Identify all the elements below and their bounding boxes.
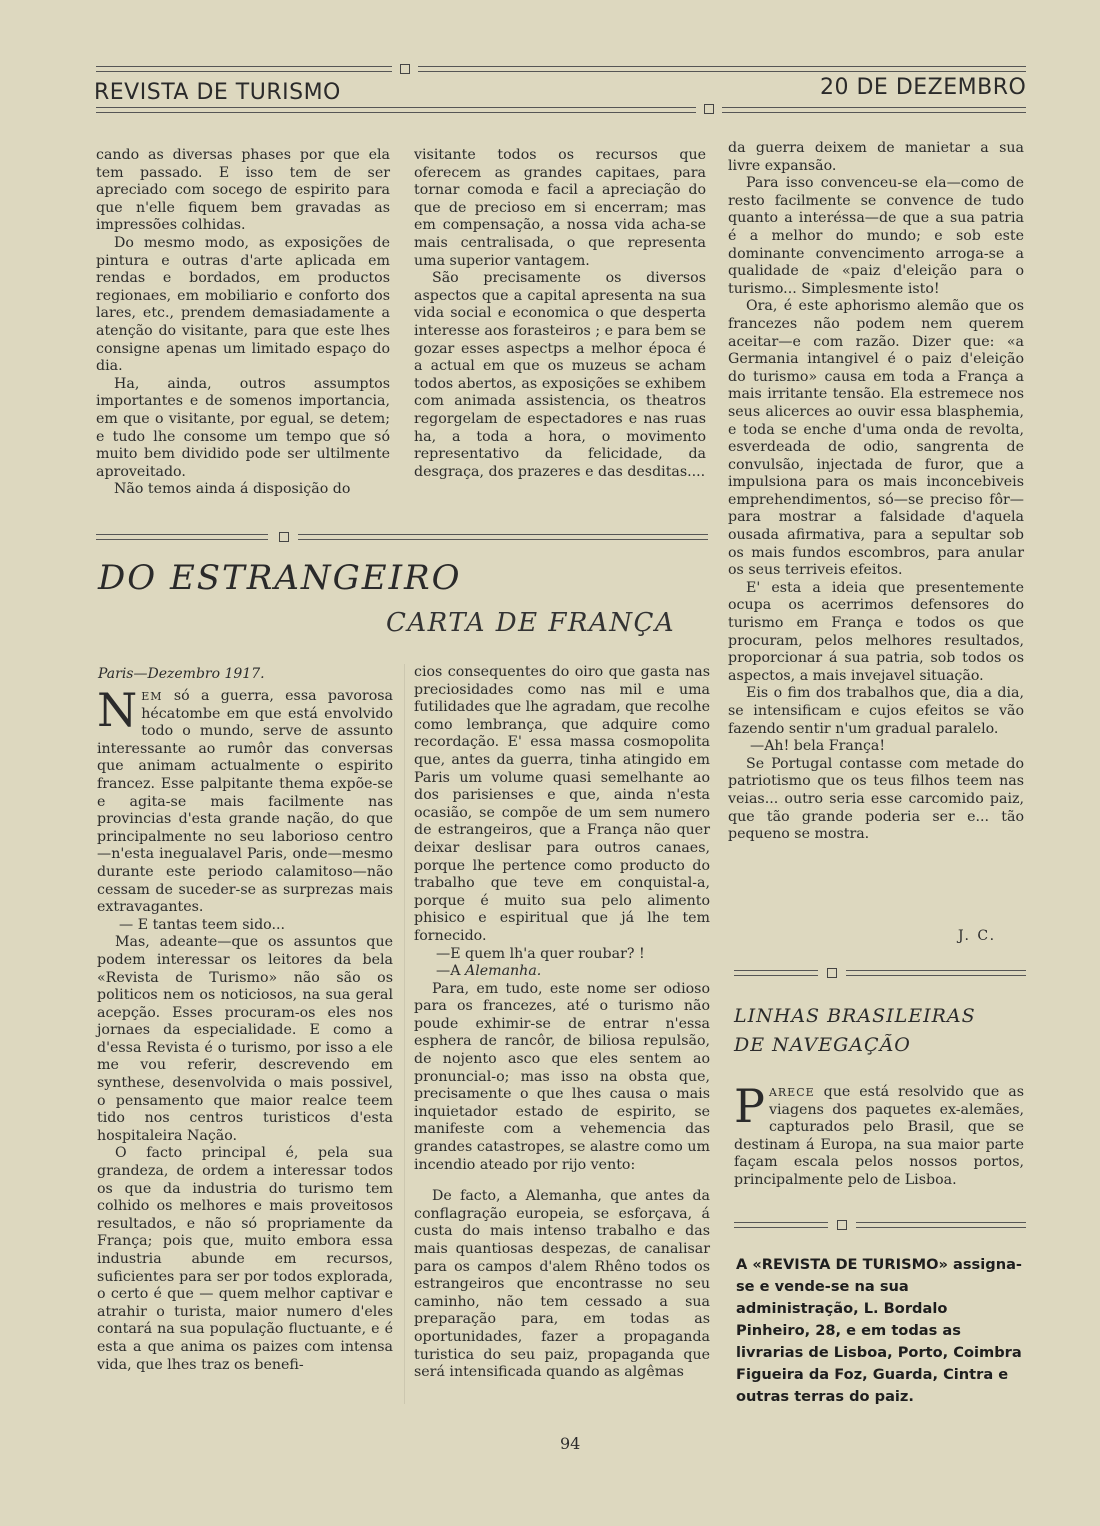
section-rule (856, 1222, 1026, 1228)
linhas-body: que está resolvido que as viagens dos paquetes ex-alemães, capturados pelo Brasil, que se destinam á Europa, na sua maior parte façam escala pelos nossos portos, principalmente pelo de Lisboa. (734, 1084, 1024, 1188)
paragraph: — E tantas teem sido... (119, 916, 285, 933)
article-title: DO ESTRANGEIRO (98, 558, 462, 598)
article-subtitle: CARTA DE FRANÇA (386, 608, 676, 638)
linhas-title-line-2: DE NAVEGAÇÃO (734, 1034, 911, 1056)
page-number: 94 (560, 1434, 581, 1453)
linhas-title-line-1: LINHAS BRASILEIRAS (734, 1005, 976, 1027)
section-rule (298, 534, 708, 540)
drop-cap: N (97, 683, 138, 737)
paragraph: cando as diversas phases por que ela tem passado. E isso tem de ser apreciado com socego de espirito para que n'elle fiquem bem gravadas as impressões colhidas. (96, 147, 390, 234)
paragraph: Ha, ainda, outros assumptos importantes e de somenos importancia, em que o visitante, por egual, se detem; e tudo lhe consome um tempo que só muito bem dividido pode ser ultilmente aproveitado. (96, 375, 390, 480)
drop-cap: P (734, 1079, 765, 1133)
dialog-italic: Alemanha. (464, 963, 542, 980)
column-divider (404, 664, 405, 1404)
lead-word: ARECE (768, 1086, 815, 1099)
lead-text: só a guerra, essa pavorosa hécatombe em que está envolvido todo o mundo, serve de assunto interessante ao rumôr das conversas que animam actualmente o espirito francez. Esse palpitante thema expõe-se e agita-se mais facilmente nas provincias d'esta grande nação, do que principalmente no seu laborioso centro—n'esta inegualavel Paris, onde—mesmo durante este periodo calamitoso—não cessam de suceder-se as surprezas mais extravagantes. (97, 688, 394, 916)
paragraph: E' esta a ideia que presentemente ocupa os acerrimos defensores do turismo em França e todos os que procuram, pelos melhores resultados, proporcionar á sua patria, sob todos os aspectos, a mais invejavel situação. (728, 579, 1024, 684)
section-rule (734, 1222, 828, 1228)
section-ornament (279, 532, 289, 542)
paragraph: Mas, adeante—que os assuntos que podem interessar os leitores da bela «Revista de Turismo» não são os politicos nem os noticiosos, na sua geral acepção. Esses procuram-os eles nos jornaes da especialidade. E como a d'essa Revista é o turismo, por isso a ele me vou referir, descrevendo em synthese, desenvolvida o mais possivel, o pensamento que maior realce teem tido nos centros turisticos d'esta hospitaleira Nação. (97, 934, 393, 1144)
section-rule (846, 970, 1026, 976)
paragraph: De facto, a Alemanha, que antes da conflagração europeia, se esforçava, á custa do mais intenso trabalho e das mais quantiosas despezas, de canalisar para os campos d'alem Rhêno todos os estrangeiros que encontrasse no seu caminho, não tem cessado a sua preparação para, em todas as oportunidades, fazer a propaganda turistica do seu paiz, propaganda que será intensificada quando as algêmas (414, 1188, 710, 1381)
top-column-2 (414, 147, 706, 481)
article-column-3 (728, 140, 1024, 844)
article-column-1 (97, 683, 394, 1374)
section-ornament (837, 1220, 847, 1230)
section-rule (96, 534, 268, 540)
dialog-line (414, 963, 710, 981)
header-title: REVISTA DE TURISMO (94, 80, 341, 105)
article-column-2 (414, 664, 710, 1382)
paragraph: Do mesmo modo, as exposições de pintura e outras d'arte aplicada em rendas e bordados, em productos regionaes, em mobiliario e conforto dos lares, etc., prendem demasiadamente a atenção do visitante, para que este lhes consigne apenas um limitado espaço do dia. (96, 234, 390, 375)
header-top-rule (96, 66, 392, 72)
section-rule (734, 970, 818, 976)
paragraph: cios consequentes do oiro que gasta nas preciosidades como nas mil e uma futilidades que lhe agradam, que recolhe como lembrança, que adquire como recordação. E' essa massa cosmopolita que, antes da guerra, tinha atingido em Paris um volume quasi semelhante ao dos parisienses e que, ainda n'esta ocasião, se compõe de um sem numero de estrangeiros, que a França não quer deixar deslisar para outros canaes, porque lhe pertence como producto do trabalho que teve em conquistal-a, porque é muito sua pelo alimento phisico e espiritual que já lhe tem fornecido. (414, 664, 710, 944)
header-bottom-rule (722, 107, 1026, 113)
paragraph: Ora, é este aphorismo alemão que os francezes não podem nem querem aceitar—e com razão. Dizer que: «a Germania intangivel é o paiz d'eleição do turismo» causa em toda a França a mais irritante tensão. Ela estremece nos seus alicerces ao ouvir essa blasphemia, e toda se enche d'uma onda de revolta, esverdeada de odio, sangrenta de convulsão, injectada de furor, que a impulsiona para os mais inconcebiveis emprehendimentos, só—se preciso fôr—para mostrar a falsidade d'aquela ousada afirmativa, para a sepultar sob os mais fundos escombros, para anular os seus terriveis efeitos. (728, 298, 1024, 579)
header-ornament (704, 104, 714, 114)
subscription-notice: A «REVISTA DE TURISMO» assigna-se e vende-se na sua administração, L. Bordalo Pinheiro, 28, e em todas as livrarias de Lisboa, Porto, Coimbra Figueira da Foz, Guarda, Cintra e outras terras do paiz. (736, 1256, 1022, 1405)
dialog-prefix: —A (436, 963, 465, 980)
paragraph: O facto principal é, pela sua grandeza, de ordem a interessar todos os que da industria do turismo tem colhido os melhores e mais proveitosos resultados, e não só propriamente da França; pois que, muito embora essa industria abunde em recursos, suficientes para ser por todos explorada, o certo é que — quem melhor captivar e atrahir o turista, maior numero d'eles contará na sua população fluctuante, e é esta a que anima os paizes com intensa vida, que lhes traz os benefi- (97, 1145, 393, 1373)
header-bottom-rule (96, 107, 696, 113)
header-top-rule (418, 66, 1026, 72)
paragraph: —Ah! bela França! (750, 738, 886, 755)
paragraph: Eis o fim dos trabalhos que, dia a dia, se intensificam e cujos efeitos se vão fazendo sentir n'um gradual paralelo. (728, 685, 1024, 737)
linhas-paragraph (734, 1079, 1024, 1190)
article-dateline: Paris—Dezembro 1917. (98, 666, 265, 682)
header-ornament (400, 64, 410, 74)
section-ornament (827, 968, 837, 978)
paragraph: Para isso convenceu-se ela—como de resto facilmente se convence de tudo quanto a interéssa—de que a sua patria é a melhor do mundo; e sob este dominante convencimento arroga-se a qualidade de «paiz d'eleição para o turismo... Simplesmente isto! (728, 175, 1024, 297)
paragraph: Se Portugal contasse com metade do patriotismo que os teus filhos teem nas veias... outro seria esse carcomido paiz, que tão grande poderia ser e... tão pequeno se mostra. (728, 755, 1024, 843)
paragraph: Não temos ainda á disposição do (114, 481, 351, 498)
header-date: 20 DE DEZEMBRO (820, 75, 1027, 100)
top-column-1 (96, 147, 390, 499)
article-lead-paragraph (97, 683, 394, 917)
paragraph: São precisamente os diversos aspectos que a capital apresenta na sua vida social e economica o que desperta interesse aos forasteiros ; e para bem se gozar esses aspectps a melhor época é a actual em que os muzeus se acham todos abertos, as exposições se exhibem com animada assistencia, os theatros regorgelam de espectadores e nas ruas ha, a toda a hora, o movimento representativo da felicidade, da desgraça, dos prazeres e das desditas.... (414, 270, 706, 480)
article-signature: J. C. (958, 928, 997, 944)
dialog-line: —E quem lh'a quer roubar? ! (436, 945, 645, 962)
paragraph: visitante todos os recursos que oferecem as grandes capitaes, para tornar comoda e facil a apreciação do que de precioso em si encerram; mas em compensação, a nossa vida acha-se mais centralisada, o que representa uma superior vantagem. (414, 147, 706, 269)
linhas-text (734, 1079, 1024, 1190)
paragraph: Para, em tudo, este nome ser odioso para os francezes, até o turismo não poude exhimir-se de entrar n'essa esphera de rancôr, de biliosa repulsão, de nojento asco que eles sentem ao pronuncial-o; mas isso na obsta que, precisamente o que lhes causa o mais inquietador estado de espirito, se manifeste com a vehemencia das grandes catastropes, se alastre como um incendio ateado por rijo vento: (414, 980, 710, 1173)
lead-word: EM (141, 690, 163, 703)
paragraph: da guerra deixem de manietar a sua livre expansão. (728, 140, 1024, 174)
